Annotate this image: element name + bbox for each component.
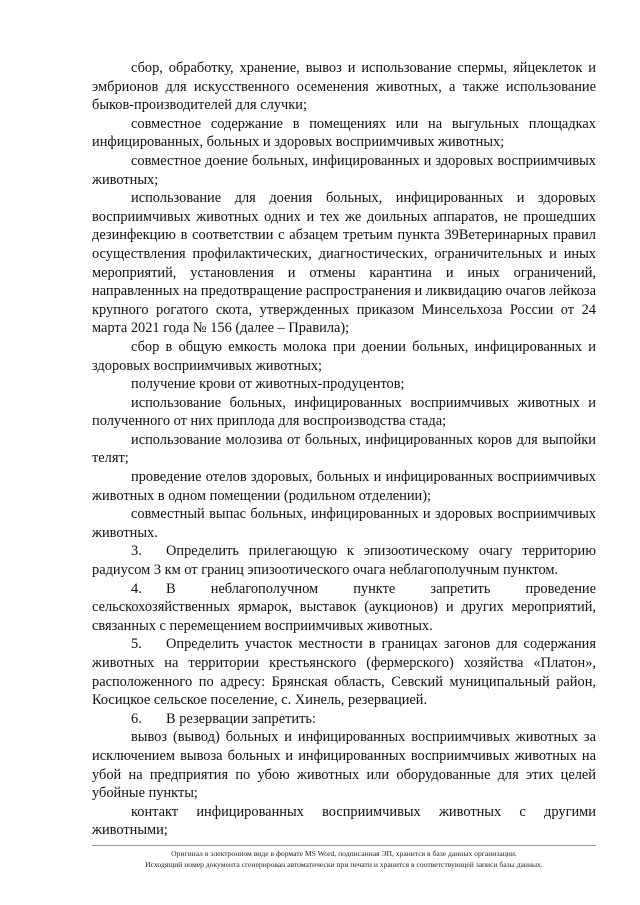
- paragraph: использование для доения больных, инфицированных и здоровых восприимчивых животных одних и тех же доильных аппаратов, не прошедших дезинфекцию в соответствии с абзацем третьим пункта 39Ветеринарных правил осуществления профилактических, диагностических, ограничительных и иных мероприятий, установления и отмены карантина и иных ограничений, направленных на предотвращение распространения и ликвидацию очагов лейкоза крупного рогатого скота, утвержденных приказом Минсельхоза России от 24 марта 2021 года № 156 (далее – Правила);: [92, 190, 596, 337]
- footer: [92, 848, 596, 870]
- paragraph: совместное содержание в помещениях или на выгульных площадках инфицированных, больных и здоровых восприимчивых животных;: [92, 115, 596, 151]
- paragraph: использование молозива от больных, инфицированных коров для выпойки телят;: [92, 431, 596, 467]
- paragraph-number: 6.: [131, 710, 142, 727]
- numbered-paragraph-5: [92, 635, 596, 709]
- paragraph-number: 5.: [131, 636, 142, 653]
- document-body: [92, 59, 596, 840]
- paragraph-text: Определить участок местности в границах загонов для содержания животных на территории крестьянского (фермерского) хозяйства «Платон», расположенного по адресу: Брянская область, Севский муниципальный район, Косицкое сельское поселение, с. Хинель, резервацией.: [92, 636, 596, 709]
- paragraph: проведение отелов здоровых, больных и инфицированных восприимчивых животных в одном помещении (родильном отделении);: [92, 469, 596, 504]
- paragraph-number: 3.: [131, 543, 142, 560]
- numbered-paragraph-6: [92, 710, 596, 729]
- paragraph: сбор, обработку, хранение, вывоз и использование спермы, яйцеклеток и эмбрионов для искусственного осеменения животных, а также использование быков-производителей для случки;: [92, 60, 596, 114]
- paragraph: сбор в общую емкость молока при доении больных, инфицированных и здоровых восприимчивых животных;: [92, 338, 596, 374]
- paragraph: контакт инфицированных восприимчивых животных с другими животными;: [92, 803, 596, 839]
- footer-line-2: Исходящий номер документа сгенерирован автоматически при печати и хранится в соответствующей записи базы данных.: [145, 860, 543, 869]
- paragraph-text: В неблагополучном пункте запретить проведение сельскохозяйственных ярмарок, выставок (аукционов) и других мероприятий, связанных с перемещением восприимчивых животных.: [92, 580, 596, 634]
- paragraph: использование больных, инфицированных восприимчивых животных и полученного от них приплода для воспроизводства стада;: [92, 394, 596, 430]
- numbered-paragraph-4: [92, 580, 596, 636]
- paragraph-text: В резервации запретить:: [166, 710, 316, 727]
- footer-divider: [92, 845, 596, 846]
- footer-line-1: Оригинал в электронном виде в формате MS Word, подписанная ЭП, хранится в базе данных организации.: [171, 849, 517, 858]
- numbered-paragraph-3: [92, 542, 596, 579]
- paragraph: получение крови от животных-продуцентов;: [131, 376, 405, 393]
- paragraph: совместный выпас больных, инфицированных и здоровых восприимчивых животных.: [92, 506, 596, 541]
- paragraph: совместное доение больных, инфицированных и здоровых восприимчивых животных;: [92, 152, 596, 188]
- paragraph: вывоз (вывод) больных и инфицированных восприимчивых животных за исключением вывоза больных и инфицированных восприимчивых животных на убой на предприятия по убою животных или оборудованные для этих целей убойные пункты;: [92, 729, 596, 802]
- paragraph-text: Определить прилегающую к эпизоотическому очагу территорию радиусом 3 км от границ эпизоотического очага неблагополучным пунктом.: [92, 543, 596, 579]
- paragraph-number: 4.: [131, 580, 142, 597]
